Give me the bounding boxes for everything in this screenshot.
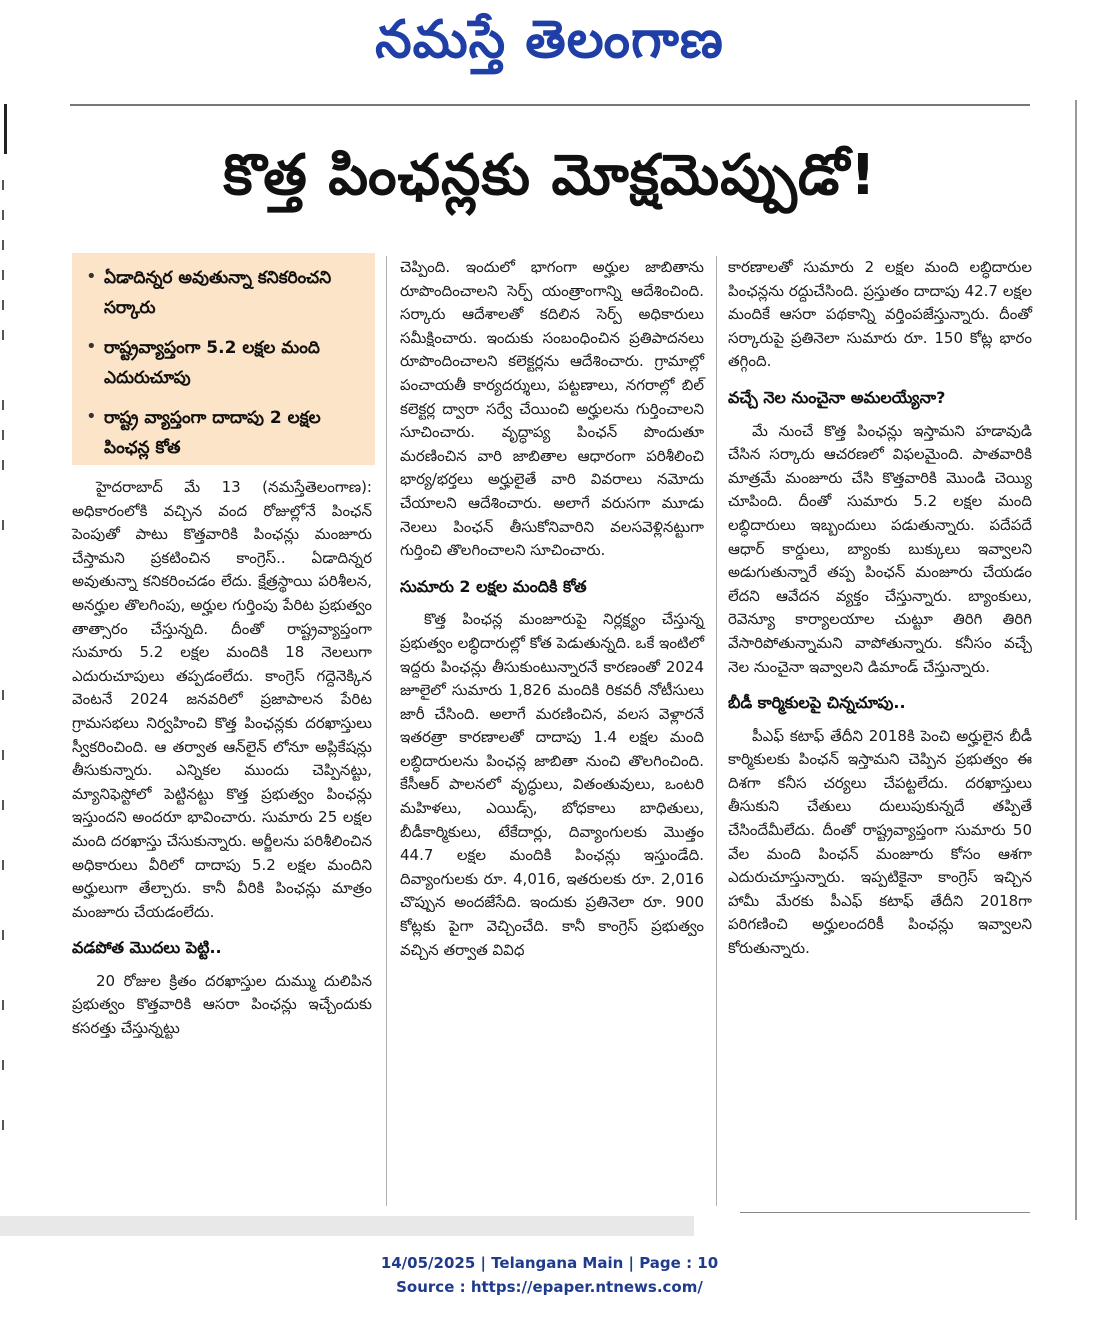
article-headline: కొత్త పింఛన్లకు మోక్షమెప్పుడో! [223,143,877,208]
edge-tick [2,1060,8,1070]
article-subheading: సుమారు 2 లక్షల మందికి కోత [400,576,587,596]
edge-tick [2,520,8,530]
article-subheading: బీడీ కార్మికులపై చిన్నచూపు.. [728,693,906,713]
column-end-rule [740,1212,1030,1213]
column-divider [716,256,717,1206]
left-page-edge [0,100,12,1160]
column-divider [386,256,387,1206]
article-subheading: వడపోత మొదలు పెట్టి.. [72,938,222,958]
article-paragraph: కారణాలతో సుమారు 2 లక్షల మంది లబ్ధిదారుల పింఛన్లను రద్దుచేసింది. ప్రస్తుతం దాదాపు 42.7 లక్షల మందికే ఆసరా పథకాన్ని వర్తింపజేస్తున్నారు. దీంతో సర్కారుపై ప్రతినెలా సుమారు రూ. 150 కోట్ల భారం తగ్గింది. [728,258,1032,371]
article-paragraph: కొత్త పింఛన్ల మంజూరుపై నిర్లక్ష్యం చేస్తున్న ప్రభుత్వం లబ్ధిదారుల్లో కోత పెడుతున్నది. ఒకే ఇంటిలో ఇద్దరు పింఛన్లు తీసుకుంటున్నారనే కారణంతో 2024 జూలైలో సుమారు 1,826 మందికి రికవరీ నోటీసులు జారీ చేసింది. అలాగే మరణించిన, వలస వెళ్లారనే ఇతరత్రా కారణాలతో దాదాపు 1.4 లక్షల మంది లబ్ధిదారులను పింఛన్ల జాబితా నుంచి తొలగించింది. కేసీఆర్ పాలనలో వృద్ధులు, వితంతువులు, ఒంటరి మహిళలు, ఎయిడ్స్, బోధకాలు బాధితులు, బీడీకార్మికులు, టేకేదార్లు, దివ్యాంగులకు మొత్తం 44.7 లక్షల మందికి పింఛన్లు ఇస్తుండేది. దివ్యాంగులకు రూ. 4,016, ఇతరులకు రూ. 2,016 చొప్పున అందజేసేది. ఇందుకు ప్రతినెలా రూ. 900 కోట్లకు పైగా వెచ్చించేది. కానీ కాంగ్రెస్ ప్రభుత్వం వచ్చిన తర్వాత వివిధ [400,610,705,959]
right-page-edge [1075,100,1077,1220]
edge-tick [2,270,8,280]
highlight-text: ఏడాదిన్నర అవుతున్నా కనికరించని సర్కారు [104,268,332,318]
header-rule [70,104,1030,106]
page-bottom-band [0,1216,694,1236]
edge-tick [2,460,8,470]
edge-tick [2,1000,8,1010]
edge-bar [4,104,7,154]
edge-tick [2,400,8,410]
highlight-item [86,333,365,393]
edge-tick [2,430,8,440]
edge-tick [2,210,8,220]
footer-source-link[interactable]: Source : https://epaper.ntnews.com/ [396,1278,703,1296]
edge-tick [2,300,8,310]
highlights-box [72,253,375,465]
edge-tick [2,930,8,940]
article-column-3 [728,256,1032,961]
edge-tick [2,860,8,870]
article-paragraph: పీఎఫ్ కటాఫ్ తేదీని 2018కి పెంచి అర్హులైన బీడీ కార్మికులకు పింఛన్ ఇస్తామని చెప్పిన ప్రభుత్వం ఈ దిశగా కనీస చర్యలు చేపట్టలేదు. దరఖాస్తులు తీసుకుని చేతులు దులుపుకున్నదే తప్పితే చేసిందేమీలేదు. దీంతో రాష్ట్రవ్యాప్తంగా సుమారు 50 వేల మంది పింఛన్ మంజూరు కోసం ఆశగా ఎదురుచూస్తున్నారు. ఇప్పటికైనా కాంగ్రెస్ ఇచ్చిన హామీ మేరకు పీఎఫ్ కటాఫ్ తేదీని 2018గా పరిగణించి అర్హులందరికీ పింఛన్లు ఇవ్వాలని కోరుతున్నారు. [728,726,1032,958]
highlight-item [86,403,365,463]
masthead [0,0,1099,92]
highlight-text: రాష్ట్రవ్యాప్తంగా 5.2 లక్షల మంది ఎదురుచూపు [104,338,320,388]
article-paragraph: హైదరాబాద్ మే 13 (నమస్తేతెలంగాణ): అధికారంలోకి వచ్చిన వంద రోజుల్లోనే పింఛన్ పెంపుతో పాటు కొత్తవారికి పింఛన్లు మంజూరు చేస్తామని ప్రకటించిన కాంగ్రెస్.. ఏడాదిన్నర అవుతున్నా కనికరించడం లేదు. క్షేత్రస్థాయి పరిశీలన, అనర్హుల తొలగింపు, అర్హుల గుర్తింపు పేరిట ప్రభుత్వం తాత్సారం చేస్తున్నది. దీంతో రాష్ట్రవ్యాప్తంగా సుమారు 5.2 లక్షల మందికి 18 నెలలుగా ఎదురుచూపులు తప్పడంలేదు. కాంగ్రెస్ గద్దెనెక్కిన వెంటనే 2024 జనవరిలో ప్రజాపాలన పేరిట గ్రామసభలు నిర్వహించి కొత్త పింఛన్లకు దరఖాస్తులు స్వీకరించింది. ఆ తర్వాత ఆన్‌లైన్ లోనూ అప్లికేషన్లు తీసుకున్నారు. ఎన్నికల ముందు చెప్పినట్టు, మ్యానిఫెస్టోలో పెట్టినట్టు కొత్త ప్రభుత్వం పింఛన్లు ఇస్తుందని అందరూ భావించారు. సుమారు 25 లక్షల మంది దరఖాస్తు చేసుకున్నారు. అర్జీలను పరిశీలించిన అధికారులు వీరిలో దాదాపు 5.2 లక్షల మందిని అర్హులుగా తేల్చారు. కానీ వీరికి పింఛన్లు మాత్రం మంజూరు చేయడంలేదు. [72,478,372,921]
edge-tick [2,330,8,340]
highlight-text: రాష్ట్ర వ్యాప్తంగా దాదాపు 2 లక్షల పింఛన్ల కోత [104,408,321,458]
edge-tick [2,800,8,810]
article-column-2 [400,256,704,962]
article-column-1 [72,476,372,1041]
article-paragraph: చెప్పింది. ఇందులో భాగంగా అర్హుల జాబితాను రూపొందించాలని సెర్ప్ యంత్రాంగాన్ని ఆదేశించింది. సర్కారు ఆదేశాలతో కదిలిన సెర్ప్ అధికారులు సమీక్షించారు. ఇందుకు సంబంధించిన ప్రతిపాదనలు రూపొందించాలని కలెక్టర్లను ఆదేశించారు. గ్రామాల్లో పంచాయతీ కార్యదర్శులు, పట్టణాలు, నగరాల్లో బిల్ కలెక్టర్ల ద్వారా సర్వే చేయించి అర్హులను గుర్తించాలని సూచించారు. వృద్ధాప్య పింఛన్ పొందుతూ మరణించిన వారి జాబితాల ఆధారంగా పరిశీలించి భార్య/భర్తలు అర్హులైతే వారి వివరాలు నమోదు చేయాలని ఆదేశించారు. అలాగే వరుసగా మూడు నెలలు పింఛన్ తీసుకోనివారిని వలసవెళ్లినట్టుగా గుర్తించి తొలగించాలని సూచించారు. [400,258,704,560]
bullet-icon: • [86,266,97,287]
edge-tick [2,690,8,700]
footer-date-edition: 14/05/2025 | Telangana Main | Page : 10 [380,1254,719,1272]
article-subheading: వచ్చే నెల నుంచైనా అమలయ్యేనా? [728,387,946,407]
edge-tick [2,180,8,190]
article-paragraph: 20 రోజుల క్రితం దరఖాస్తుల దుమ్ము దులిపిన ప్రభుత్వం కొత్తవారికి ఆసరా పింఛన్లు ఇచ్చేందుకు కసరత్తు చేస్తున్నట్టు [72,971,372,1038]
newspaper-logo: నమస్తే తెలంగాణ [375,9,724,70]
bullet-icon: • [86,406,97,427]
edge-tick [2,750,8,760]
bullet-icon: • [86,336,97,357]
edge-tick [2,1120,8,1130]
edge-tick [2,240,8,250]
article-paragraph: మే నుంచే కొత్త పింఛన్లు ఇస్తామని హడావుడి చేసిన సర్కారు ఆచరణలో విఫలమైంది. పాతవారికి మాత్రమే మంజూరు చేసి కొత్తవారికి మొండి చెయ్యి చూపింది. దీంతో సుమారు 5.2 లక్షల మంది లబ్ధిదారులు ఇబ్బందులు పడుతున్నారు. పదేపదే ఆధార్ కార్డులు, బ్యాంకు బుక్కులు ఇవ్వాలని అడుగుతున్నారే తప్ప పింఛన్ మంజూరు చేయడం లేదని ఆవేదన వ్యక్తం చేస్తున్నారు. బ్యాంకులు, రెవెన్యూ కార్యాలయాల చుట్టూ తిరిగి తిరిగి వేసారిపోతున్నామని వాపోతున్నారు. కనీసం వచ్చే నెల నుంచైనా ఇవ్వాలని డిమాండ్ చేస్తున్నారు. [728,421,1032,676]
highlight-item [86,263,365,323]
